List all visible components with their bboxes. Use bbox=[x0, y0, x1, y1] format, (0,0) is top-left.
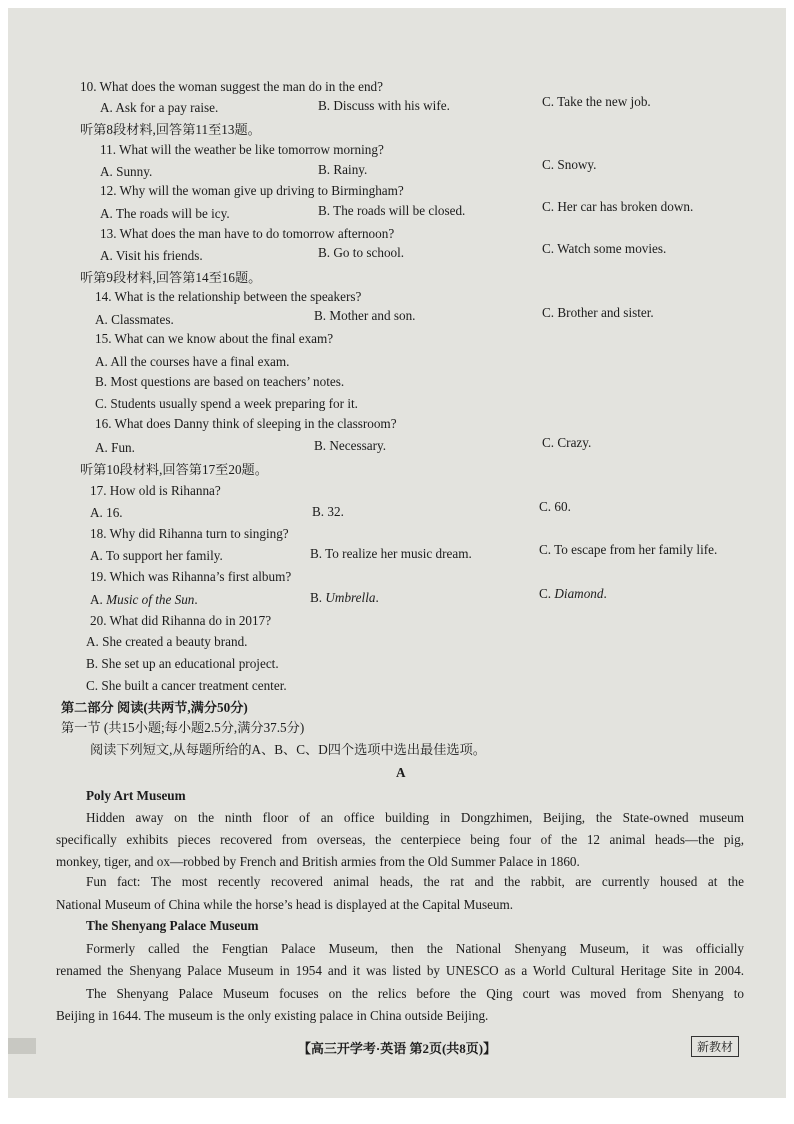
q11-option-c: C. Snowy. bbox=[542, 157, 597, 172]
q13-option-c: C. Watch some movies. bbox=[542, 241, 667, 256]
q14-option-a: A. Classmates. bbox=[95, 312, 174, 327]
section-intro-10: 听第10段材料,回答第17至20题。 bbox=[80, 462, 268, 477]
q19-option-c: C. Diamond. bbox=[539, 586, 607, 601]
section-intro-9: 听第9段材料,回答第14至16题。 bbox=[80, 270, 262, 285]
corner-mark bbox=[8, 1038, 36, 1054]
question-14: 14. What is the relationship between the speakers? bbox=[95, 289, 362, 304]
paragraph-1-line-1: Hidden away on the ninth floor of an office building in Dongzhimen, Beijing, the State-owned museum bbox=[86, 810, 744, 825]
q11-option-a: A. Sunny. bbox=[100, 164, 153, 179]
q15-option-b: B. Most questions are based on teachers’ notes. bbox=[95, 374, 345, 389]
q16-option-a: A. Fun. bbox=[95, 440, 135, 455]
paragraph-1-line-2: specifically exhibits pieces recovered from overseas, the centerpiece being four of the 12 animal heads—the pig, bbox=[56, 832, 744, 847]
q14-option-b: B. Mother and son. bbox=[314, 308, 416, 323]
q12-option-a: A. The roads will be icy. bbox=[100, 206, 230, 221]
paragraph-4-line-1: The Shenyang Palace Museum focuses on the relics before the Qing court was moved from Shenyang to bbox=[86, 986, 744, 1001]
page-footer: 【高三开学考·英语 第2页(共8页)】 bbox=[297, 1041, 497, 1056]
q16-option-c: C. Crazy. bbox=[542, 435, 592, 450]
q15-option-a: A. All the courses have a final exam. bbox=[95, 354, 290, 369]
exam-page bbox=[8, 8, 786, 1098]
q10-option-a: A. Ask for a pay raise. bbox=[100, 100, 219, 115]
passage-letter: A bbox=[396, 765, 406, 780]
q18-option-a: A. To support her family. bbox=[90, 548, 223, 563]
paragraph-2-line-1: Fun fact: The most recently recovered animal heads, the rat and the rabbit, are currently housed at the bbox=[86, 874, 744, 889]
q19-option-a: A. Music of the Sun. bbox=[90, 592, 198, 607]
q17-option-b: B. 32. bbox=[312, 504, 344, 519]
q17-option-c: C. 60. bbox=[539, 499, 571, 514]
question-11: 11. What will the weather be like tomorrow morning? bbox=[100, 142, 384, 157]
q12-option-b: B. The roads will be closed. bbox=[318, 203, 466, 218]
page-content bbox=[8, 8, 786, 1098]
question-13: 13. What does the man have to do tomorrow afternoon? bbox=[100, 226, 395, 241]
heading-shenyang-palace-museum: The Shenyang Palace Museum bbox=[86, 918, 259, 933]
heading-poly-art-museum: Poly Art Museum bbox=[86, 788, 186, 803]
q11-option-b: B. Rainy. bbox=[318, 162, 368, 177]
q20-option-b: B. She set up an educational project. bbox=[86, 656, 279, 671]
q14-option-c: C. Brother and sister. bbox=[542, 305, 654, 320]
q16-option-b: B. Necessary. bbox=[314, 438, 387, 453]
paragraph-2-line-2: National Museum of China while the horse’s head is displayed at the Capital Museum. bbox=[56, 897, 514, 912]
question-16: 16. What does Danny think of sleeping in the classroom? bbox=[95, 416, 397, 431]
section-intro-8: 听第8段材料,回答第11至13题。 bbox=[80, 122, 261, 137]
q13-option-a: A. Visit his friends. bbox=[100, 248, 203, 263]
reading-instruction: 阅读下列短文,从每题所给的A、B、C、D四个选项中选出最佳选项。 bbox=[90, 742, 486, 757]
question-18: 18. Why did Rihanna turn to singing? bbox=[90, 526, 289, 541]
question-10: 10. What does the woman suggest the man do in the end? bbox=[80, 79, 384, 94]
q12-option-c: C. Her car has broken down. bbox=[542, 199, 694, 214]
paragraph-1-line-3: monkey, tiger, and ox—robbed by French and British armies from the Old Summer Palace in 1860. bbox=[56, 854, 580, 869]
section1-title: 第一节 (共15小题;每小题2.5分,满分37.5分) bbox=[61, 720, 305, 735]
q10-option-c: C. Take the new job. bbox=[542, 94, 651, 109]
q18-option-b: B. To realize her music dream. bbox=[310, 546, 472, 561]
q17-option-a: A. 16. bbox=[90, 505, 123, 520]
q19-option-b: B. Umbrella. bbox=[310, 590, 379, 605]
question-15: 15. What can we know about the final exam? bbox=[95, 331, 334, 346]
question-20: 20. What did Rihanna do in 2017? bbox=[90, 613, 272, 628]
part2-title: 第二部分 阅读(共两节,满分50分) bbox=[61, 700, 248, 715]
q10-option-b: B. Discuss with his wife. bbox=[318, 98, 450, 113]
question-12: 12. Why will the woman give up driving to Birmingham? bbox=[100, 183, 404, 198]
question-19: 19. Which was Rihanna’s first album? bbox=[90, 569, 292, 584]
q20-option-c: C. She built a cancer treatment center. bbox=[86, 678, 287, 693]
q15-option-c: C. Students usually spend a week preparing for it. bbox=[95, 396, 358, 411]
q18-option-c: C. To escape from her family life. bbox=[539, 542, 718, 557]
paragraph-3-line-1: Formerly called the Fengtian Palace Museum, then the National Shenyang Museum, it was officially bbox=[86, 941, 744, 956]
question-17: 17. How old is Rihanna? bbox=[90, 483, 221, 498]
new-textbook-badge: 新教材 bbox=[691, 1036, 739, 1057]
paragraph-4-line-2: Beijing in 1644. The museum is the only existing palace in China outside Beijing. bbox=[56, 1008, 489, 1023]
q13-option-b: B. Go to school. bbox=[318, 245, 405, 260]
q20-option-a: A. She created a beauty brand. bbox=[86, 634, 248, 649]
paragraph-3-line-2: renamed the Shenyang Palace Museum in 1954 and it was listed by UNESCO as a World Cultural Heritage Site in 2004. bbox=[56, 963, 744, 978]
